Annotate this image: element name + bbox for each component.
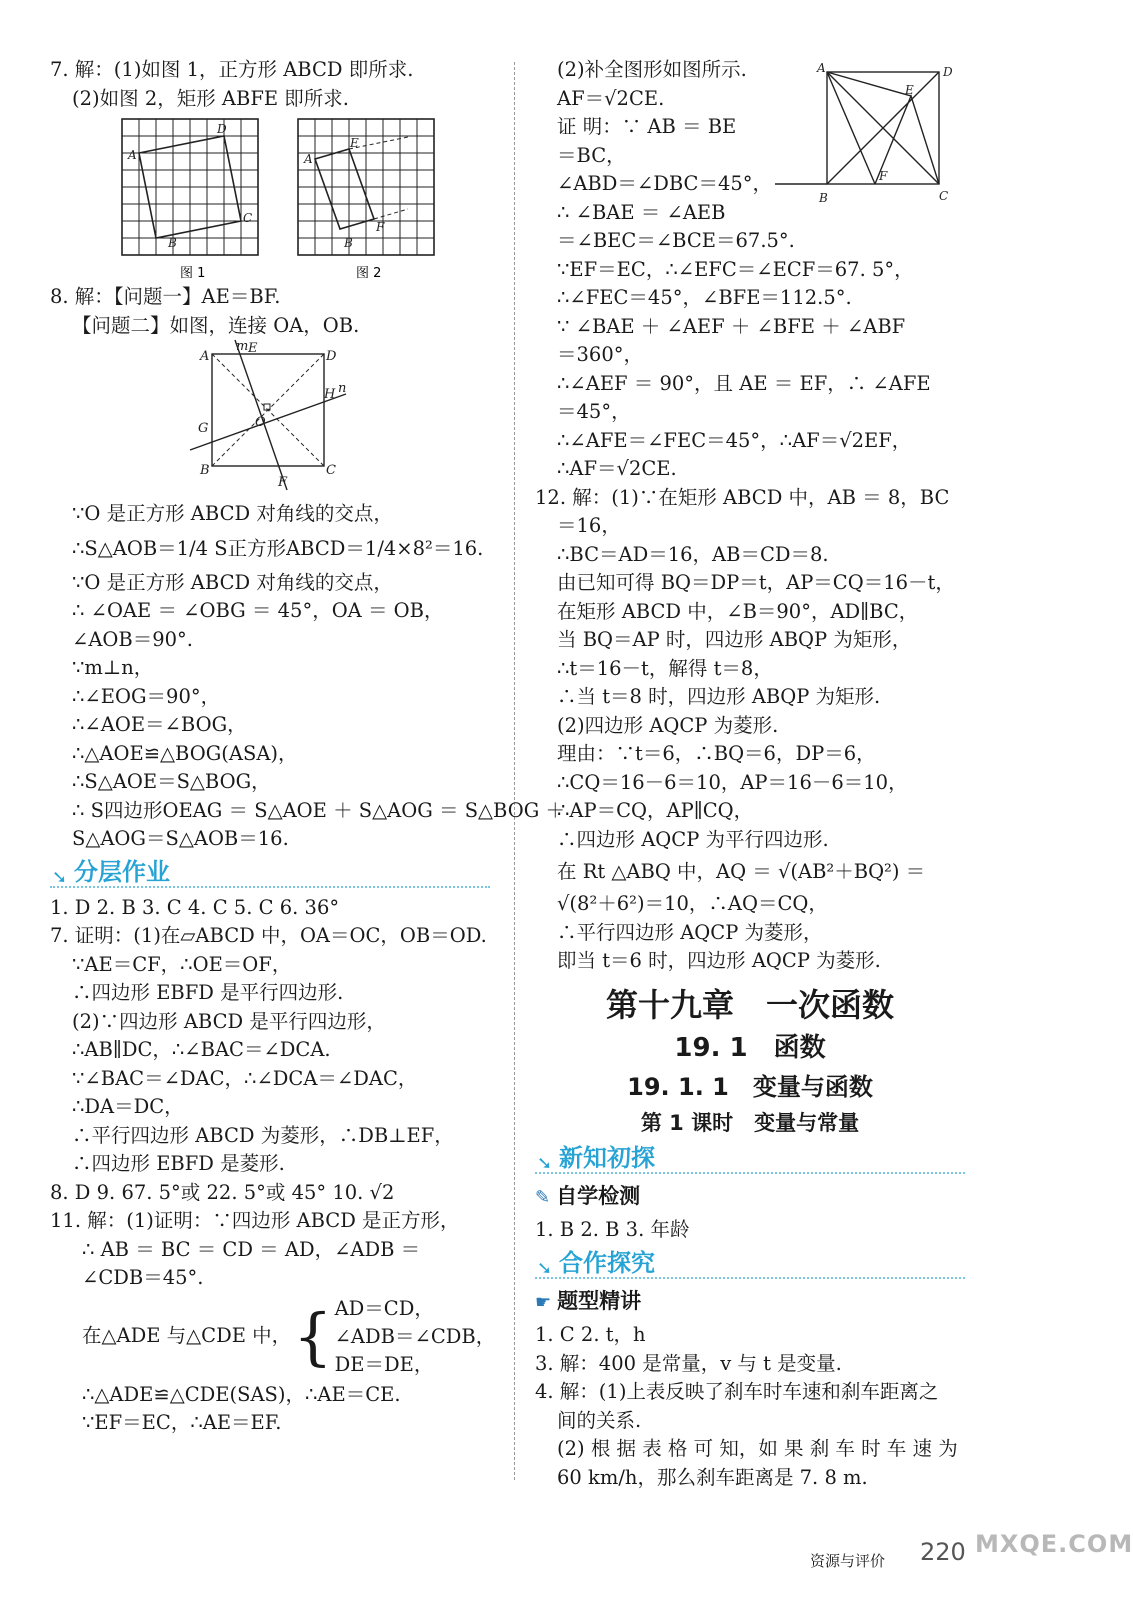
text-line: 1. D 2. B 3. C 4. C 5. C 6. 36°	[50, 895, 340, 919]
bookmark-icon: ➘	[537, 1152, 553, 1174]
section-header	[50, 858, 490, 892]
text-line: 证 明：∵ AB ＝ BE	[557, 115, 737, 138]
label-E: E	[350, 136, 359, 150]
hand-icon: ☛	[535, 1291, 552, 1313]
pencil-icon: ✎	[535, 1186, 551, 1208]
label-F: F	[879, 169, 888, 183]
text-line: ＝BC，	[557, 143, 626, 167]
lesson-heading: 第 1 课时 变量与常量	[640, 1110, 860, 1135]
label-F: F	[278, 475, 288, 490]
text-line: ∴平行四边形 ABCD 为菱形，∴DB⊥EF，	[72, 1123, 454, 1147]
section-title: 合作探究	[559, 1248, 655, 1277]
text-line: ∴ AB ＝ BC ＝ CD ＝ AD，∠ADB ＝	[82, 1237, 421, 1261]
text-line: ＝∠BEC＝∠BCE＝67.5°.	[557, 229, 795, 252]
label-B: B	[168, 236, 177, 250]
section-header	[535, 1249, 965, 1283]
text-line: ∠ABD＝∠DBC＝45°，	[557, 172, 773, 195]
text-line: ∴DA＝DC，	[72, 1095, 184, 1118]
label-B: B	[344, 236, 353, 250]
text-line: ∠AOB＝90°.	[72, 627, 193, 651]
label-O: O	[255, 415, 266, 430]
text-line: ∵O 是正方形 ABCD 对角线的交点，	[72, 570, 393, 594]
label-A: A	[304, 152, 313, 166]
text-line: S△AOG＝S△AOB＝16.	[72, 827, 289, 850]
bookmark-icon: ➘	[52, 866, 68, 888]
text-line: ∵O 是正方形 ABCD 对角线的交点，	[72, 502, 393, 525]
label-A: A	[817, 61, 826, 75]
text-line: AD＝CD，	[334, 1296, 434, 1320]
text-line: 11. 解：(1)证明：∵四边形 ABCD 是正方形，	[50, 1209, 460, 1232]
text-line: (2)四边形 AQCP 为菱形.	[557, 713, 779, 737]
label-B: B	[200, 463, 210, 478]
text-line: 7. 解：(1)如图 1，正方形 ABCD 即所求.	[50, 58, 414, 81]
label-n: n	[338, 381, 347, 396]
square-figure	[50, 340, 490, 500]
text-line: AF＝√2CE.	[557, 86, 665, 110]
label-F: F	[376, 220, 385, 234]
text-line: ∴S△AOE＝S△BOG，	[72, 770, 271, 793]
left-column	[50, 56, 566, 1438]
label-D: D	[943, 65, 953, 79]
label-H: H	[324, 387, 336, 402]
section-header	[535, 1144, 965, 1178]
figure-caption: 图 1	[180, 266, 206, 281]
text-line: 8. D 9. 67. 5°或 22. 5°或 45° 10. √2	[50, 1180, 395, 1204]
watermark: MXQE.COM	[975, 1530, 1133, 1558]
text-line: ∴AP＝CQ，AP∥CQ，	[557, 799, 754, 822]
grid-figures	[50, 113, 490, 283]
text-line: ∵∠BAC＝∠DAC，∴∠DCA＝∠DAC，	[72, 1066, 418, 1090]
label-A: A	[128, 148, 137, 162]
label-E: E	[248, 341, 258, 356]
column-divider	[514, 62, 515, 1480]
text-line: ∵m⊥n，	[72, 656, 154, 679]
text-line: ∴∠FEC＝45°，∠BFE＝112.5°.	[557, 286, 852, 309]
text-line: 8. 解：【问题一】AE＝BF.	[50, 285, 281, 308]
text-line: ∴△AOE≌△BOG(ASA)，	[72, 741, 298, 765]
text-line: 1. B 2. B 3. 年龄	[535, 1218, 690, 1241]
text-line: 在 Rt △ABQ 中，AQ ＝ √(AB²＋BQ²) ＝	[557, 860, 926, 883]
text-line: (2)补全图形如图所示.	[557, 58, 747, 81]
case-block	[50, 1293, 496, 1381]
text-line: ∴S△AOB＝1/4 S正方形ABCD＝1/4×8²＝16.	[72, 536, 484, 560]
section-title: 分层作业	[74, 857, 170, 886]
label-C: C	[243, 211, 253, 225]
bookmark-icon: ➘	[537, 1257, 553, 1279]
text-line: ∴CQ＝16－6＝10，AP＝16－6＝10，	[557, 770, 908, 794]
text-line: ∴ S四边形OEAG ＝ S△AOE ＋ S△AOG ＝ S△BOG ＋	[72, 798, 566, 822]
text-line: ∴ ∠BAE ＝ ∠AEB	[557, 200, 726, 224]
text-line: ∴当 t＝8 时，四边形 ABQP 为矩形.	[557, 685, 881, 708]
label-D: D	[217, 122, 227, 136]
page-number: 220	[920, 1538, 966, 1566]
text-line: 理由：∵t＝6，∴BQ＝6，DP＝6，	[557, 742, 876, 765]
subsection-label: ✎ 自学检测	[535, 1183, 641, 1208]
text-line: 60 km/h，那么刹车距离是 7. 8 m.	[557, 1465, 868, 1489]
text-line: ＝16，	[557, 514, 621, 537]
text-line: ∵AE＝CF，∴OE＝OF，	[72, 952, 292, 976]
chapter-title: 第十九章 一次函数	[605, 985, 894, 1024]
text-line: ∵EF＝EC，∴AE＝EF.	[82, 1411, 282, 1434]
text-line: ∠CDB＝45°.	[82, 1266, 204, 1289]
text-line: ∴四边形 EBFD 是菱形.	[72, 1152, 285, 1175]
figure-caption: 图 2	[356, 266, 382, 281]
text-line: DE＝DE，	[334, 1352, 434, 1376]
label-E: E	[905, 83, 914, 97]
text-line: ∴t＝16－t，解得 t＝8，	[557, 656, 773, 680]
text-line: 间的关系.	[557, 1408, 642, 1432]
text-line: 当 BQ＝AP 时，四边形 ABQP 为矩形，	[557, 628, 912, 651]
brace: {	[293, 1299, 333, 1373]
text-line: 【问题二】如图，连接 OA，OB.	[72, 313, 360, 337]
text-line: 在△ADE 与△CDE 中，	[82, 1324, 292, 1348]
subsection-label: ☛ 题型精讲	[535, 1288, 642, 1313]
text-line: 由已知可得 BQ＝DP＝t，AP＝CQ＝16－t，	[557, 571, 955, 594]
text-line: (2)如图 2，矩形 ABFE 即所求.	[72, 86, 349, 110]
subsection-heading: 19. 1. 1 变量与函数	[627, 1072, 873, 1101]
text-line: ∵EF＝EC，∴∠EFC＝∠ECF＝67. 5°，	[557, 257, 914, 281]
label-B: B	[819, 191, 828, 205]
text-line: 3. 解：400 是常量，v 与 t 是变量.	[535, 1351, 842, 1375]
text-line: ∴AF＝√2CE.	[557, 457, 677, 480]
text-line: 12. 解：(1)∵在矩形 ABCD 中，AB ＝ 8，BC	[535, 485, 950, 509]
text-line: ∴BC＝AD＝16，AB＝CD＝8.	[557, 542, 829, 566]
text-line: ∵ ∠BAE ＋ ∠AEF ＋ ∠BFE ＋ ∠ABF	[557, 314, 906, 338]
text-line: 7. 证明：(1)在▱ABCD 中，OA＝OC，OB＝OD.	[50, 924, 487, 947]
label-G: G	[198, 421, 209, 436]
text-line: ∴四边形 AQCP 为平行四边形.	[557, 827, 829, 851]
text-line: ∴∠AOE＝∠BOG，	[72, 713, 247, 736]
text-line: ∴ ∠OAE ＝ ∠OBG ＝ 45°，OA ＝ OB，	[72, 599, 444, 622]
text-line: ＝360°，	[557, 343, 643, 366]
footer-label: 资源与评价	[810, 1552, 886, 1570]
label-C: C	[326, 463, 336, 478]
label-C: C	[939, 189, 949, 203]
text-line: (2) 根 据 表 格 可 知，如 果 刹 车 时 车 速 为	[557, 1437, 958, 1460]
right-column	[535, 56, 965, 1492]
text-line: ∴平行四边形 AQCP 为菱形，	[557, 920, 823, 944]
text-line: (2)∵四边形 ABCD 是平行四边形，	[72, 1009, 386, 1033]
right-figure	[775, 58, 965, 208]
text-line: 即当 t＝6 时，四边形 AQCP 为菱形.	[557, 949, 881, 972]
text-line: 1. C 2. t，h	[535, 1323, 646, 1346]
text-line: 在矩形 ABCD 中，∠B＝90°，AD∥BC，	[557, 599, 919, 623]
text-line: ∴△ADE≌△CDE(SAS)，∴AE＝CE.	[82, 1382, 401, 1406]
label-m: m	[236, 339, 249, 354]
text-line: ∴∠AFE＝∠FEC＝45°，∴AF＝√2EF，	[557, 428, 912, 452]
text-line: √(8²＋6²)＝10，∴AQ＝CQ，	[557, 892, 828, 915]
label-D: D	[326, 349, 337, 364]
text-line: ∴∠AEF ＝ 90°，且 AE ＝ EF，∴ ∠AFE	[557, 371, 931, 395]
label-A: A	[200, 349, 210, 364]
text-line: 4. 解：(1)上表反映了刹车时车速和刹车距离之	[535, 1380, 939, 1403]
section-heading: 19. 1 函数	[674, 1032, 826, 1063]
text-line: ∴四边形 EBFD 是平行四边形.	[72, 981, 344, 1004]
text-line: ∴∠EOG＝90°，	[72, 684, 221, 708]
text-line: ∴AB∥DC，∴∠BAC＝∠DCA.	[72, 1038, 331, 1061]
text-line: ∠ADB＝∠CDB，	[334, 1324, 496, 1348]
section-title: 新知初探	[559, 1143, 655, 1172]
text-line: ＝45°，	[557, 400, 631, 423]
